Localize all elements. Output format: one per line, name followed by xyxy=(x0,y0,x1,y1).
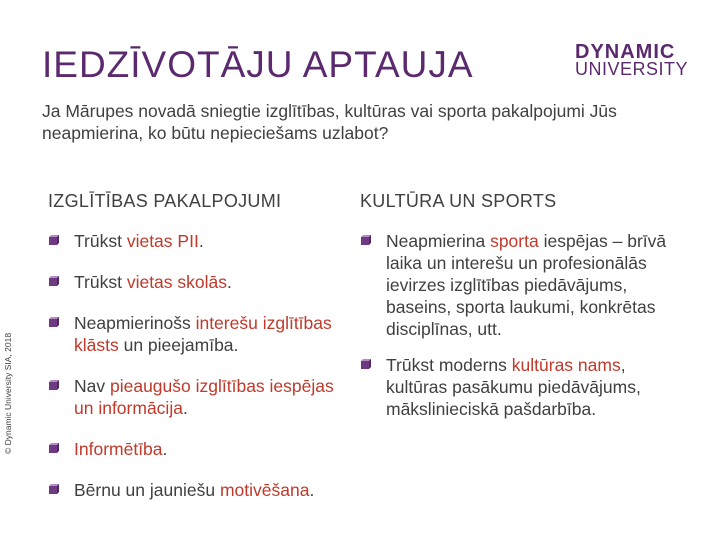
page-title: IEDZĪVOTĀJU APTAUJA xyxy=(42,44,474,85)
list-item: Neapmierinošs interešu izglītības klāsts un pieejamība. xyxy=(48,312,358,356)
dynamic-university-logo xyxy=(575,41,689,79)
list-item: Trūkst vietas skolās. xyxy=(48,271,358,293)
culture-sports-list xyxy=(360,230,680,420)
list-item: Informētība. xyxy=(48,438,358,460)
culture-sports-header: KULTŪRA UN SPORTS xyxy=(360,191,557,211)
culture-sports-column xyxy=(360,186,680,434)
education-column xyxy=(48,186,358,520)
list-item: Neapmierina sporta iespējas – brīvā laika un interešu un profesionālās ievirzes izglītības piedāvājums, baseins, sporta laukumi, konkrētas disciplīnas, utt. xyxy=(360,230,680,340)
education-header: IZGLĪTĪBAS PAKALPOJUMI xyxy=(48,191,282,211)
purple-cube-bullet-icon xyxy=(48,442,60,454)
purple-cube-bullet-icon xyxy=(48,483,60,495)
purple-cube-bullet-icon xyxy=(48,316,60,328)
logo-line-1: DYNAMIC xyxy=(575,41,676,63)
logo-line-2: UNIVERSITY xyxy=(575,59,689,79)
list-item: Trūkst moderns kultūras nams, kultūras pasākumu piedāvājums, mākslinieciskā pašdarbība. xyxy=(360,354,680,420)
list-item: Bērnu un jauniešu motivēšana. xyxy=(48,479,358,501)
purple-cube-bullet-icon xyxy=(360,358,372,370)
purple-cube-bullet-icon xyxy=(48,275,60,287)
education-list xyxy=(48,230,358,501)
survey-question: Ja Mārupes novadā sniegtie izglītības, kultūras vai sporta pakalpojumi Jūs neapmierina, ko būtu nepieciešams uzlabot? xyxy=(42,101,617,143)
purple-cube-bullet-icon xyxy=(48,234,60,246)
copyright-notice: © Dynamic University SIA, 2018 xyxy=(3,332,13,454)
list-item: Trūkst vietas PII. xyxy=(48,230,358,252)
purple-cube-bullet-icon xyxy=(48,379,60,391)
purple-cube-bullet-icon xyxy=(360,234,372,246)
list-item: Nav pieaugušo izglītības iespējas un informācija. xyxy=(48,375,358,419)
